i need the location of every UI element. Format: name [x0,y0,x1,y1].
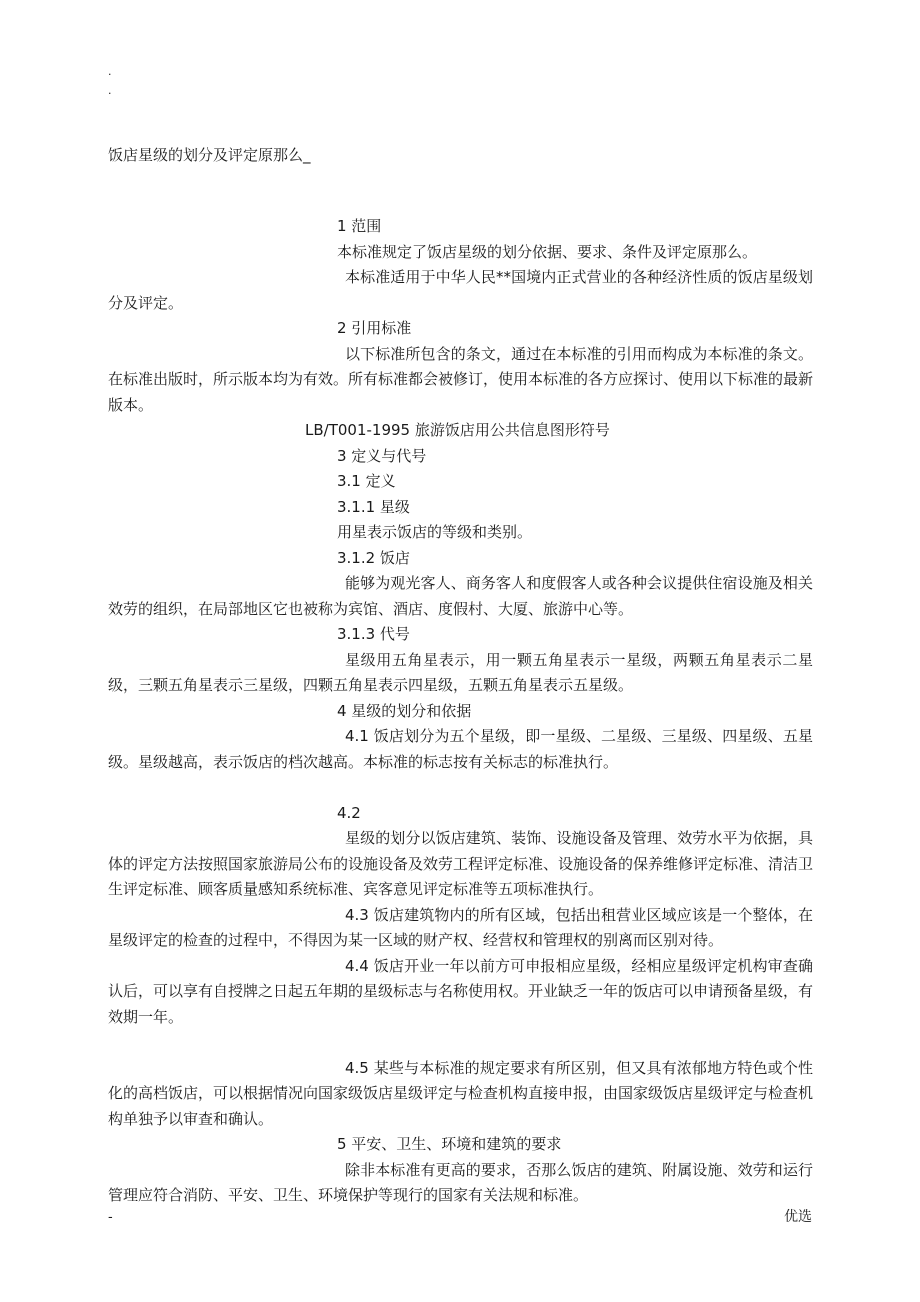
section-heading: 2 引用标准 [337,319,412,337]
spacer-line [108,1030,813,1056]
section-heading: 3.1 定义 [337,472,396,490]
document-title: 饭店星级的划分及评定原那么_ [108,146,311,164]
body-paragraph: 星级用五角星表示，用一颗五角星表示一星级，两颗五角星表示二星级，三颗五角星表示三星级，四颗五角星表示四星级，五颗五角星表示五星级。 [108,650,813,694]
document-content [108,62,813,1209]
body-paragraph: 本标准适用于中华人民**国境内正式营业的各种经济性质的饭店星级划分及评定。 [108,268,813,312]
page-footer [108,1208,812,1227]
body-paragraph: 4.3 饭店建筑物内的所有区域，包括出租营业区域应该是一个整体，在星级评定的检查的过程中，不得因为某一区域的财产权、经营权和管理权的别离而区别对待。 [108,905,813,949]
body-paragraph: 以下标准所包含的条文，通过在本标准的引用而构成为本标准的条文。在标准出版时，所示版本均为有效。所有标准都会被修订，使用本标准的各方应探讨、使用以下标准的最新版本。 [108,344,814,414]
footer-left-mark: - [108,1210,113,1225]
body-paragraph: 除非本标准有更高的要求，否那么饭店的建筑、附属设施、效劳和运行管理应符合消防、平安、卫生、环境保护等现行的国家有关法规和标准。 [108,1160,813,1204]
section-heading: LB/T001-1995 旅游饭店用公共信息图形符号 [305,421,610,439]
section-heading: 3.1.2 饭店 [337,548,410,567]
section-heading: 3.1.1 星级 [337,497,410,516]
section-heading: 4.2 [337,803,361,822]
section-heading: 1 范围 [337,217,382,235]
body-paragraph: 能够为观光客人、商务客人和度假客人或各种会议提供住宿设施及相关效劳的组织，在局部地区它也被称为宾馆、酒店、度假村、大厦、旅游中心等。 [108,574,813,618]
body-paragraph: 星级的划分以饭店建筑、装饰、设施设备及管理、效劳水平为依据，具体的评定方法按照国家旅游局公布的设施设备及效劳工程评定标准、设施设备的保养维修评定标准、清洁卫生评定标准、顾客质量感知系统标准、宾客意见评定标准等五项标准执行。 [108,829,814,898]
body-paragraph: 4.5 某些与本标准的规定要求有所区别，但又具有浓郁地方特色或个性化的高档饭店，可以根据情况向国家级饭店星级评定与检查机构直接申报，由国家级饭店星级评定与检查机构单独予以审查和确认。 [108,1058,814,1128]
body-paragraph: 4.1 饭店划分为五个星级，即一星级、二星级、三星级、四星级、五星级。星级越高，表示饭店的档次越高。本标准的标志按有关标志的标准执行。 [108,727,813,771]
top-mark-1: . [108,65,112,78]
section-heading: 3.1.3 代号 [337,625,410,643]
spacer-line [108,775,813,801]
section-heading: 4 星级的划分和依据 [337,701,472,720]
section-heading: 本标准规定了饭店星级的划分依据、要求、条件及评定原那么。 [337,242,758,261]
section-heading: 用星表示饭店的等级和类别。 [337,523,533,541]
section-heading: 5 平安、卫生、环境和建筑的要求 [337,1135,562,1153]
body-paragraph: 4.4 饭店开业一年以前方可申报相应星级，经相应星级评定机构审查确认后，可以享有自授牌之日起五年期的星级标志与名称使用权。开业缺乏一年的饭店可以申请预备星级，有效期一年。 [108,956,814,1026]
top-mark-2: . [108,84,112,97]
document-body [108,214,813,1209]
footer-right-label: 优选 [784,1209,812,1225]
section-heading: 3 定义与代号 [337,446,427,465]
